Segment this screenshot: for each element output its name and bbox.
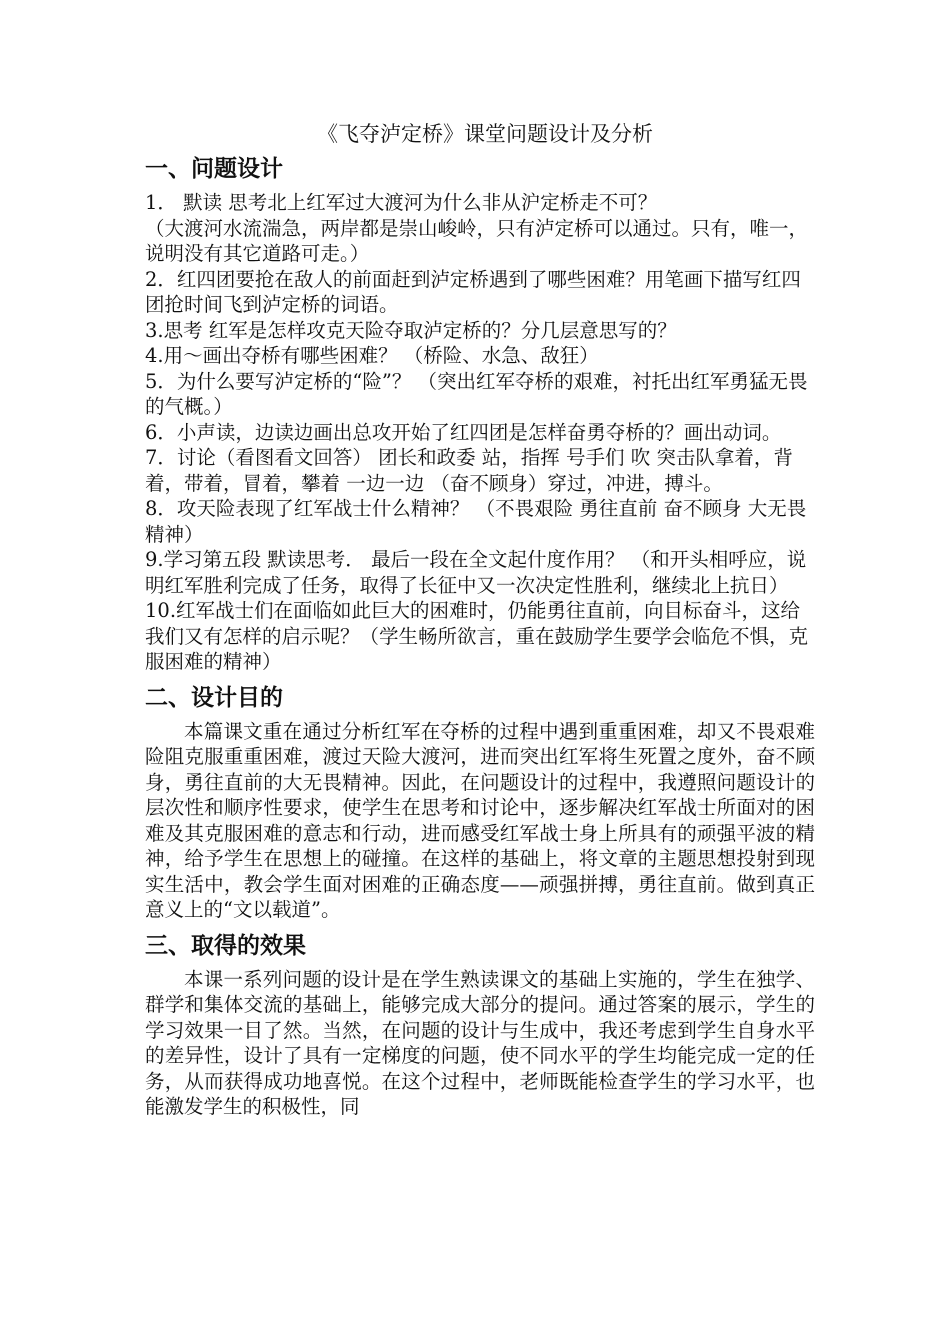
section-heading-design-purpose: 二、设计目的 <box>145 684 283 711</box>
question-item: 8．攻天险表现了红军战士什么精神？ （不畏艰险 勇往直前 奋不顾身 大无畏精神） <box>145 497 807 546</box>
question-item: 10.红军战士们在面临如此巨大的困难时，仍能勇往直前，向目标奋斗，这给我们又有怎样的启示呢？（学生畅所欲言，重在鼓励学生要学会临危不惧，克服困难的精神） <box>145 599 809 673</box>
question-item: 5．为什么要写泸定桥的“险”？ （突出红军夺桥的艰难，衬托出红军勇猛无畏的气概。） <box>145 369 808 418</box>
question-item: 2．红四团要抢在敌人的前面赶到泸定桥遇到了哪些困难？用笔画下描写红四团抢时间飞到泸定桥的词语。 <box>145 267 801 316</box>
document-title: 《飞夺泸定桥》课堂问题设计及分析 <box>317 122 653 146</box>
question-item: 7．讨论（看图看文回答） 团长和政委 站，指挥 号手们 吹 突击队拿着，背着，带着，冒着，攀着 一边一边 （奋不顾身）穿过，冲进，搏斗。 <box>145 446 793 495</box>
question-list <box>145 190 815 675</box>
section-heading-results: 三、取得的效果 <box>145 932 306 959</box>
results-paragraph: 本课一系列问题的设计是在学生熟读课文的基础上实施的，学生在独学、群学和集体交流的基础上，能够完成大部分的提问。通过答案的展示，学生的学习效果一目了然。当然，在问题的设计与生成中，我还考虑到学生自身水平的差异性，设计了具有一定梯度的问题，使不同水平的学生均能完成一定的任务，从而获得成功地喜悦。在这个过程中，老师既能检查学生的学习水平，也能激发学生的积极性，同 <box>145 967 815 1118</box>
question-item: 3.思考 红军是怎样攻克天险夺取泸定桥的？分几层意思写的？ <box>145 318 677 342</box>
section-heading-question-design: 一、问题设计 <box>145 156 283 182</box>
question-item: （大渡河水流湍急，两岸都是崇山峻岭，只有泸定桥可以通过。只有，唯一，说明没有其它道路可走。） <box>145 216 809 265</box>
question-item: 4.用～画出夺桥有哪些困难？ （桥险、水急、敌狂） <box>145 344 599 367</box>
question-item: 1． 默读 思考北上红军过大渡河为什么非从沪定桥走不可？ <box>145 191 658 214</box>
document-page <box>145 120 815 1120</box>
question-item: 6．小声读，边读边画出总攻开始了红四团是怎样奋勇夺桥的？画出动词。 <box>145 420 782 444</box>
question-item: 9.学习第五段 默读思考． 最后一段在全文起什度作用？ （和开头相呼应，说明红军胜利完成了任务，取得了长征中又一次决定性胜利，继续北上抗日） <box>145 548 807 597</box>
design-purpose-paragraph: 本篇课文重在通过分析红军在夺桥的过程中遇到重重困难，却又不畏艰难险阻克服重重困难，渡过天险大渡河，进而突出红军将生死置之度外，奋不顾身，勇往直前的大无畏精神。因此，在问题设计的过程中，我遵照问题设计的层次性和顺序性要求，使学生在思考和讨论中，逐步解决红军战士所面对的困难及其克服困难的意志和行动，进而感受红军战士身上所具有的顽强平波的精神，给予学生在思想上的碰撞。在这样的基础上，将文章的主题思想投射到现实生活中，教会学生面对困难的正确态度——顽强拼搏，勇往直前。做到真正意义上的“文以载道”。 <box>145 719 815 921</box>
